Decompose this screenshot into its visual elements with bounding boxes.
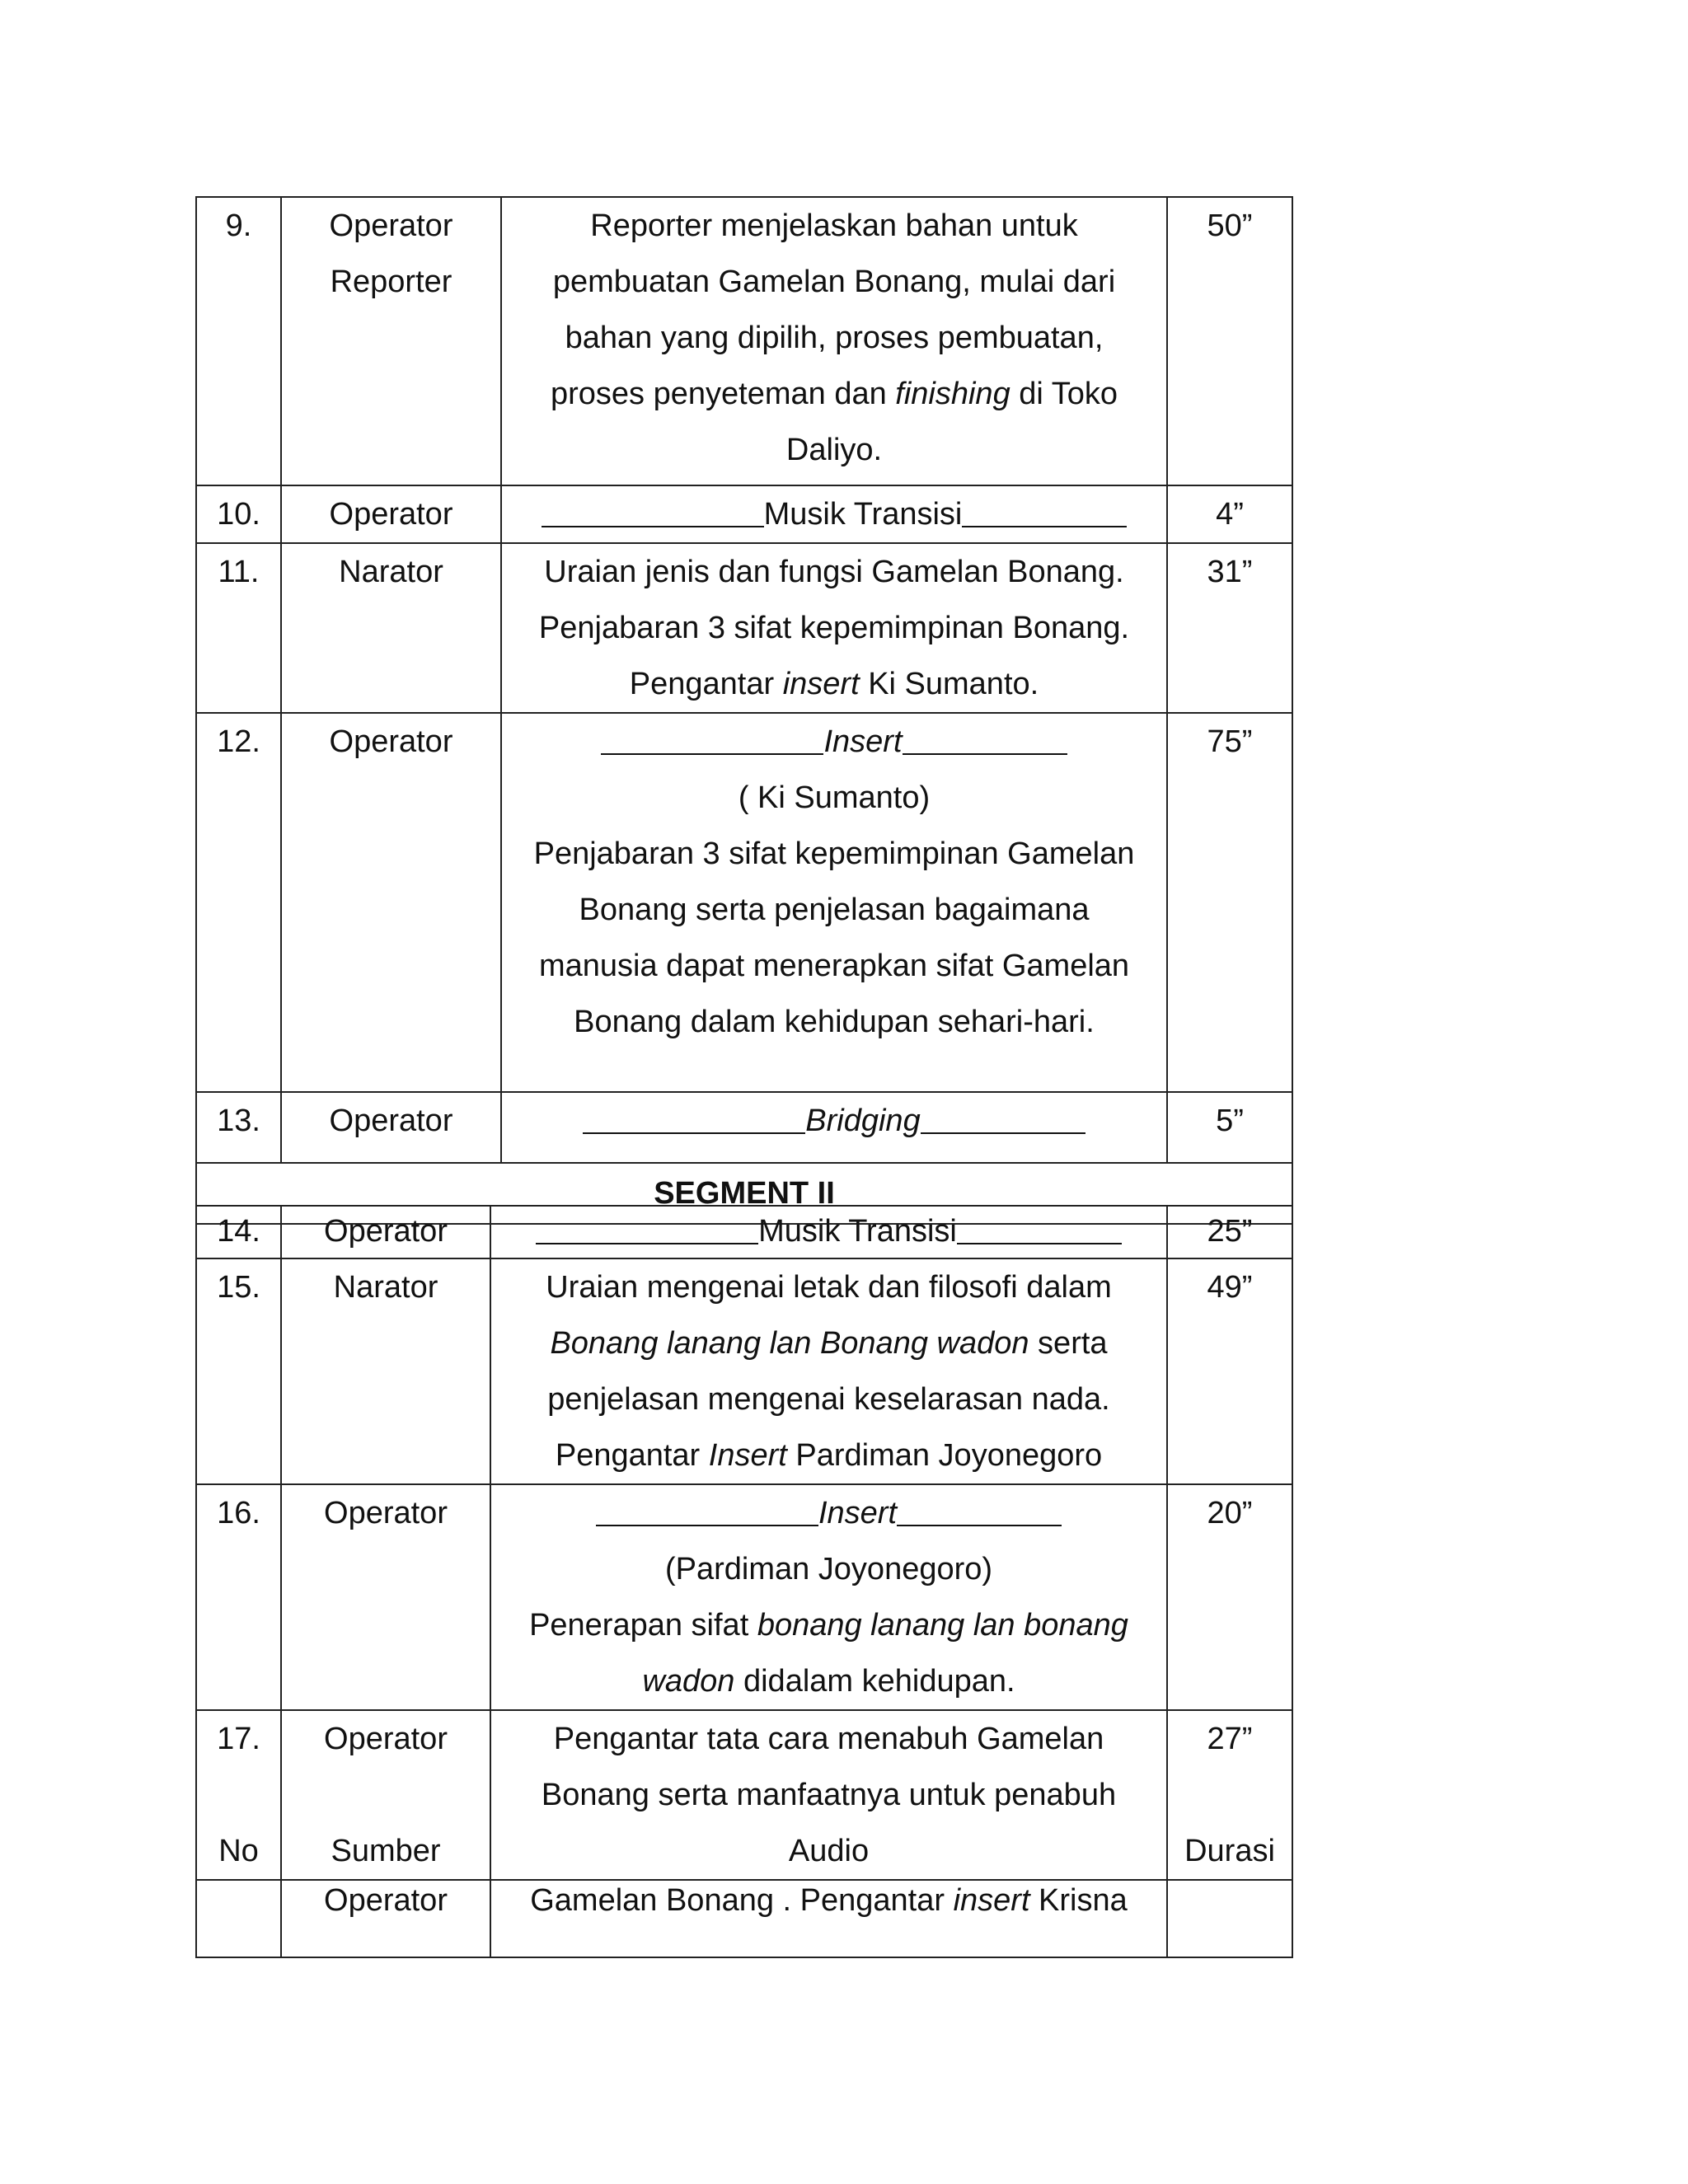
audio-text-run: Bonang dalam kehidupan sehari-hari. bbox=[574, 1005, 1095, 1039]
audio-bridge-label: Insert bbox=[818, 1496, 898, 1530]
row-audio bbox=[490, 1880, 1167, 1957]
audio-text-run: manusia dapat menerapkan sifat Gamelan bbox=[538, 949, 1130, 983]
row-source: Operator Reporter bbox=[281, 197, 501, 485]
audio-text-run: bonang lanang lan bonang bbox=[757, 1608, 1128, 1643]
blank-underline bbox=[596, 1493, 818, 1526]
row-number: 16. bbox=[196, 1484, 281, 1710]
audio-text-run: Uraian jenis dan fungsi Gamelan Bonang. bbox=[544, 555, 1124, 589]
row-duration: 31” bbox=[1167, 543, 1292, 713]
audio-text-run: Gamelan Bonang . Pengantar bbox=[530, 1883, 954, 1918]
audio-text-run: Insert bbox=[708, 1438, 787, 1473]
row-number: 15. bbox=[196, 1258, 281, 1484]
audio-text-run: proses penyeteman dan bbox=[551, 377, 896, 411]
audio-text-line bbox=[491, 1427, 1166, 1483]
table-row bbox=[196, 197, 1292, 485]
audio-text-run: Reporter menjelaskan bahan untuk bbox=[590, 209, 1078, 243]
audio-text-line bbox=[502, 882, 1166, 938]
audio-text-line bbox=[491, 1823, 1166, 1879]
audio-text-run: Daliyo. bbox=[785, 433, 883, 467]
row-number: 13. bbox=[196, 1092, 281, 1163]
audio-text-run: Pengantar bbox=[629, 667, 783, 701]
audio-text-run: insert bbox=[953, 1883, 1030, 1918]
audio-text-run: Uraian mengenai letak dan filosofi dalam bbox=[546, 1270, 1112, 1305]
audio-bridge-label: Musik Transisi bbox=[758, 1214, 957, 1249]
table-row bbox=[196, 1880, 1292, 1957]
audio-text-line bbox=[491, 1597, 1166, 1653]
blank-underline bbox=[962, 494, 1127, 527]
row-source: Operator bbox=[281, 485, 501, 543]
script-table-part-2 bbox=[195, 1205, 1293, 1958]
row-number: 12. bbox=[196, 713, 281, 1092]
audio-text-line bbox=[491, 1315, 1166, 1371]
table-row bbox=[196, 1206, 1292, 1258]
audio-text-line bbox=[502, 544, 1166, 600]
audio-text-run: Audio bbox=[788, 1834, 870, 1868]
audio-text-line bbox=[491, 1371, 1166, 1427]
table-row bbox=[196, 543, 1292, 713]
column-header-source: Sumber bbox=[331, 1834, 441, 1868]
audio-text-run: Penjabaran 3 sifat kepemimpinan Gamelan bbox=[533, 837, 1135, 871]
audio-bridge-line bbox=[502, 1093, 1166, 1149]
audio-text-run: insert bbox=[782, 667, 860, 701]
audio-text-line bbox=[491, 1653, 1166, 1709]
audio-text-line bbox=[502, 198, 1166, 254]
audio-text-line bbox=[491, 1541, 1166, 1597]
row-source: Operator bbox=[281, 713, 501, 1092]
row-number: 14. bbox=[196, 1206, 281, 1258]
blank-underline bbox=[601, 722, 823, 755]
blank-underline bbox=[583, 1101, 805, 1134]
column-header-duration: Durasi bbox=[1184, 1834, 1275, 1868]
audio-text-run: Penjabaran 3 sifat kepemimpinan Bonang. bbox=[538, 611, 1130, 645]
audio-bridge-line bbox=[491, 1485, 1166, 1541]
row-audio bbox=[501, 713, 1167, 1092]
audio-bridge-line bbox=[491, 1207, 1166, 1256]
audio-bridge-label: Bridging bbox=[805, 1104, 921, 1138]
blank-underline bbox=[542, 494, 764, 527]
audio-text-run: serta bbox=[1029, 1326, 1108, 1361]
blank-underline bbox=[921, 1101, 1085, 1134]
table-row bbox=[196, 485, 1292, 543]
row-source: Operator bbox=[281, 1484, 490, 1710]
audio-text-run: pembuatan Gamelan Bonang, mulai dari bbox=[552, 265, 1116, 299]
row-source: Narator bbox=[281, 543, 501, 713]
table-row bbox=[196, 713, 1292, 1092]
row-number: 17. No bbox=[196, 1710, 281, 1880]
row-source: Operator Sumber bbox=[281, 1710, 490, 1880]
audio-text-line bbox=[502, 600, 1166, 656]
column-header-no: No bbox=[218, 1834, 259, 1868]
audio-text-line bbox=[502, 656, 1166, 712]
audio-text-run: penjelasan mengenai keselarasan nada. bbox=[547, 1382, 1110, 1417]
audio-text-run: Krisna bbox=[1029, 1883, 1128, 1918]
script-table-part-1 bbox=[195, 196, 1293, 1225]
row-number: 11. bbox=[196, 543, 281, 713]
audio-text-run: di Toko bbox=[1010, 377, 1118, 411]
row-duration: 75” bbox=[1167, 713, 1292, 1092]
audio-text-line bbox=[502, 994, 1166, 1050]
row-number: 9. bbox=[196, 197, 281, 485]
audio-text-run: Pengantar bbox=[555, 1438, 709, 1473]
audio-text-line bbox=[491, 1767, 1166, 1823]
table-row bbox=[196, 1092, 1292, 1163]
table-row bbox=[196, 1484, 1292, 1710]
audio-text-line bbox=[502, 366, 1166, 422]
row-duration: 5” bbox=[1167, 1092, 1292, 1163]
row-duration: 20” bbox=[1167, 1484, 1292, 1710]
row-source: Operator bbox=[281, 1092, 501, 1163]
row-number: 10. bbox=[196, 485, 281, 543]
audio-bridge-line bbox=[502, 714, 1166, 770]
audio-text-run: bahan yang dipilih, proses pembuatan, bbox=[565, 321, 1104, 355]
audio-bridge-label: Musik Transisi bbox=[763, 497, 963, 532]
row-audio bbox=[501, 197, 1167, 485]
audio-text-line bbox=[502, 770, 1166, 826]
audio-bridge-line bbox=[502, 486, 1166, 542]
row-duration: 4” bbox=[1167, 485, 1292, 543]
audio-text-line bbox=[502, 938, 1166, 994]
row-number bbox=[196, 1880, 281, 1957]
row-duration: 25” bbox=[1167, 1206, 1292, 1258]
audio-text-run: Bonang lanang lan Bonang wadon bbox=[550, 1326, 1029, 1361]
audio-text-line bbox=[502, 310, 1166, 366]
audio-text-run: didalam kehidupan. bbox=[734, 1664, 1015, 1699]
row-source: Narator bbox=[281, 1258, 490, 1484]
blank-underline bbox=[903, 722, 1067, 755]
row-audio bbox=[501, 1092, 1167, 1163]
blank-underline bbox=[897, 1493, 1062, 1526]
row-duration: 27” Durasi bbox=[1167, 1710, 1292, 1880]
audio-text-line bbox=[491, 1259, 1166, 1315]
audio-text-run: ( Ki Sumanto) bbox=[738, 780, 931, 815]
row-audio bbox=[490, 1258, 1167, 1484]
table-row bbox=[196, 1258, 1292, 1484]
row-source: Operator bbox=[281, 1206, 490, 1258]
audio-text-run: finishing bbox=[895, 377, 1010, 411]
row-duration bbox=[1167, 1880, 1292, 1957]
audio-bridge-label: Insert bbox=[823, 724, 903, 759]
audio-text-run: Bonang serta penjelasan bagaimana bbox=[579, 893, 1090, 927]
row-duration: 49” bbox=[1167, 1258, 1292, 1484]
row-audio bbox=[501, 543, 1167, 713]
table-row bbox=[196, 1710, 1292, 1880]
row-audio bbox=[501, 485, 1167, 543]
audio-text-run: Bonang serta manfaatnya untuk penabuh bbox=[541, 1778, 1117, 1812]
audio-text-run: Pengantar tata cara menabuh Gamelan bbox=[553, 1722, 1104, 1756]
blank-underline bbox=[536, 1212, 758, 1244]
audio-text-line bbox=[491, 1711, 1166, 1767]
audio-text-run: wadon bbox=[642, 1664, 735, 1699]
audio-text-line bbox=[502, 254, 1166, 310]
audio-text-line bbox=[502, 826, 1166, 882]
audio-text-run: Penerapan sifat bbox=[529, 1608, 757, 1643]
row-source: Operator bbox=[281, 1880, 490, 1957]
row-audio bbox=[490, 1206, 1167, 1258]
audio-text-line bbox=[491, 1881, 1166, 1920]
row-audio bbox=[490, 1484, 1167, 1710]
audio-text-run: Ki Sumanto. bbox=[859, 667, 1039, 701]
audio-text-line bbox=[502, 422, 1166, 478]
segment-title: SEGMENT II bbox=[196, 1163, 1292, 1224]
row-audio bbox=[490, 1710, 1167, 1880]
row-duration: 50” bbox=[1167, 197, 1292, 485]
audio-text-run: (Pardiman Joyonegoro) bbox=[664, 1552, 993, 1586]
audio-text-run: Pardiman Joyonegoro bbox=[786, 1438, 1103, 1473]
blank-underline bbox=[957, 1212, 1122, 1244]
